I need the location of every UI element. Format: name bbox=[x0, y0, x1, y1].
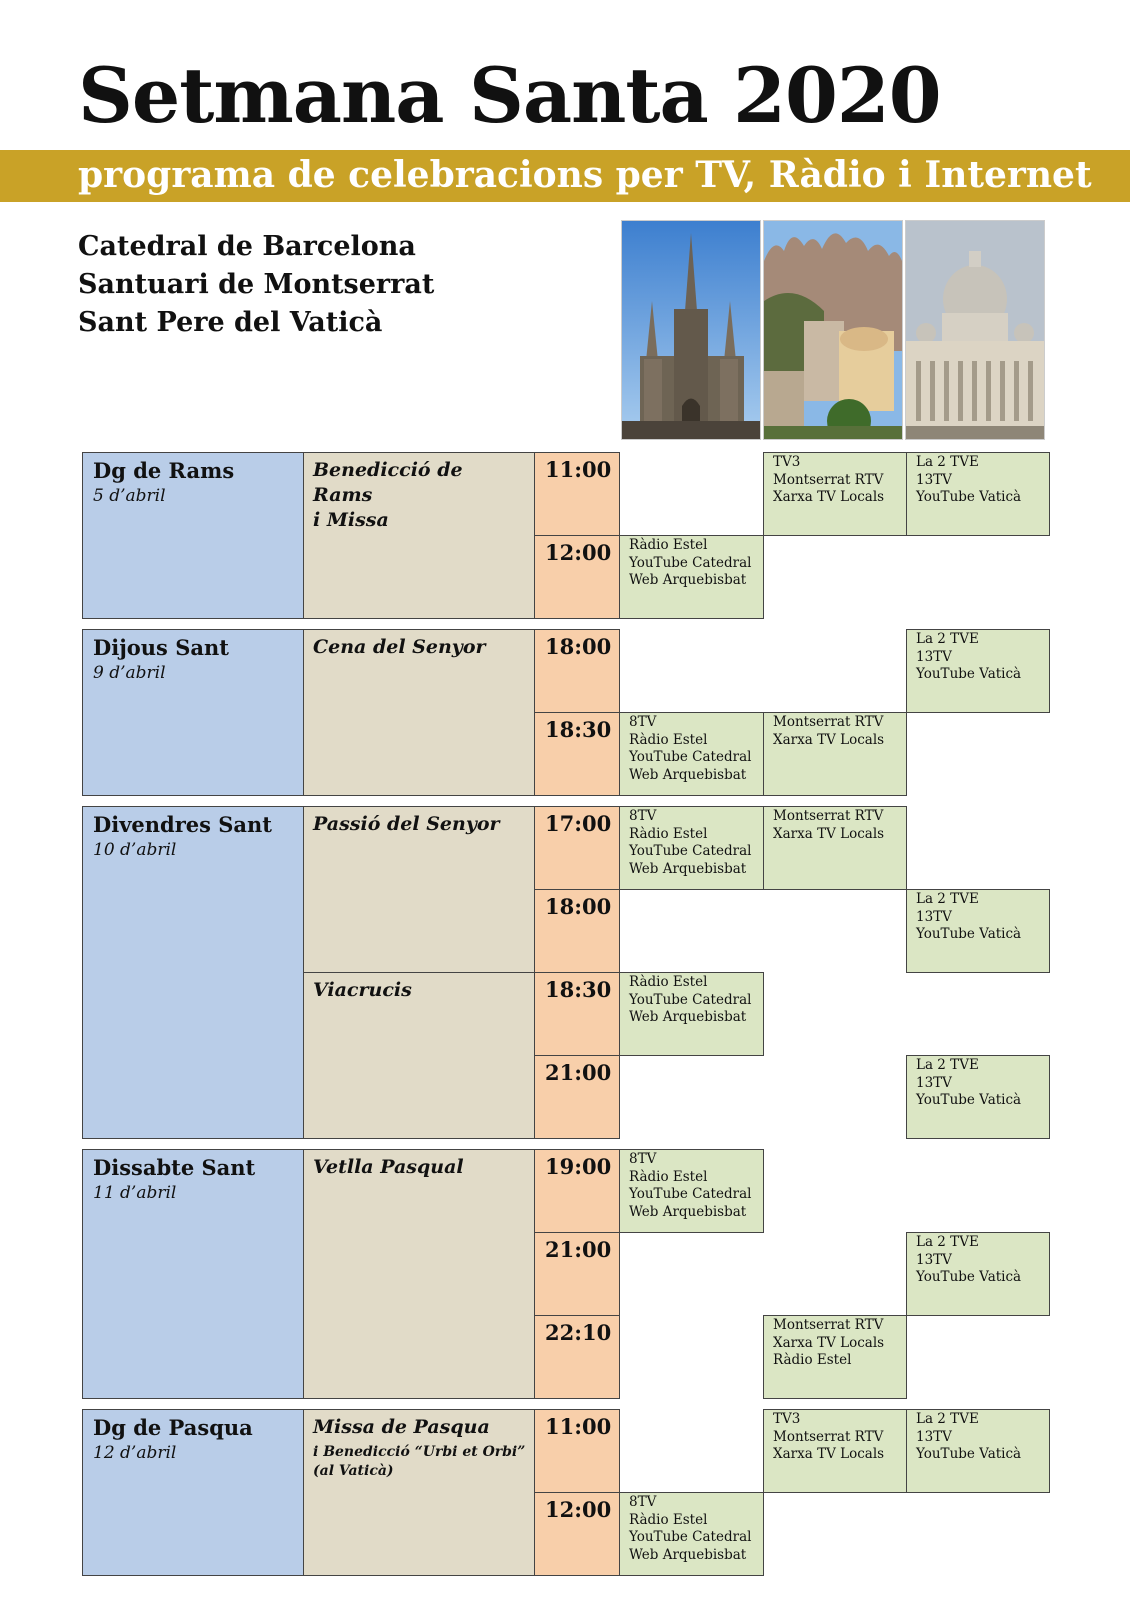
broadcast-channel: 8TV bbox=[629, 1494, 657, 1510]
broadcast-cell bbox=[906, 889, 1050, 973]
day-cell bbox=[82, 806, 304, 1139]
broadcast-channel: La 2 TVE bbox=[916, 1411, 979, 1427]
broadcast-channel: Web Arquebisbat bbox=[629, 1203, 747, 1220]
broadcast-channel: Web Arquebisbat bbox=[629, 1009, 747, 1025]
venue-list bbox=[78, 228, 434, 342]
celebration-cell bbox=[303, 1409, 535, 1576]
day-cell bbox=[82, 1409, 304, 1576]
broadcast-cell bbox=[763, 712, 907, 796]
venue-montserrat: Santuari de Montserrat bbox=[78, 269, 435, 300]
celebration-title: Missa de Pasqua bbox=[313, 1416, 490, 1438]
broadcast-channel: Web Arquebisbat bbox=[629, 1546, 747, 1563]
broadcast-channel: Xarxa TV Locals bbox=[773, 1446, 885, 1462]
venue-vatican: Sant Pere del Vaticà bbox=[78, 307, 383, 338]
day-cell bbox=[82, 452, 304, 619]
broadcast-channel: 8TV bbox=[629, 808, 657, 824]
time-cell: 19:00 bbox=[534, 1149, 620, 1233]
broadcast-channel: Ràdio Estel bbox=[773, 1352, 852, 1368]
celebration-title: Benedicció de Rams i Missa bbox=[313, 459, 463, 531]
broadcast-channel: YouTube Vaticà bbox=[916, 1269, 1022, 1285]
broadcast-channel: TV3 bbox=[773, 1411, 801, 1427]
broadcast-channel: Montserrat RTV bbox=[773, 1317, 884, 1333]
broadcast-cell bbox=[906, 629, 1050, 713]
time-cell: 18:00 bbox=[534, 629, 620, 713]
broadcast-cell bbox=[906, 1232, 1050, 1316]
broadcast-cell bbox=[906, 1409, 1050, 1493]
broadcast-channel: Ràdio Estel bbox=[629, 825, 708, 842]
time-cell: 12:00 bbox=[534, 1492, 620, 1576]
day-date: 10 d’abril bbox=[93, 840, 177, 860]
page-title: Setmana Santa 2020 bbox=[78, 51, 941, 140]
broadcast-cell bbox=[763, 1409, 907, 1493]
broadcast-channel: 13TV bbox=[916, 1428, 952, 1445]
day-date: 11 d’abril bbox=[93, 1183, 177, 1203]
broadcast-channel: 8TV bbox=[629, 714, 657, 730]
day-date: 5 d’abril bbox=[93, 486, 166, 506]
broadcast-channel: 13TV bbox=[916, 648, 952, 665]
broadcast-cell bbox=[906, 452, 1050, 536]
celebration-cell bbox=[303, 1149, 535, 1399]
broadcast-channel: La 2 TVE bbox=[916, 454, 979, 470]
broadcast-channel: La 2 TVE bbox=[916, 1234, 979, 1250]
day-cell bbox=[82, 629, 304, 796]
vatican-photo bbox=[905, 220, 1045, 440]
day-name: Divendres Sant bbox=[93, 812, 273, 837]
broadcast-channel: 13TV bbox=[916, 1074, 952, 1091]
time-cell: 12:00 bbox=[534, 535, 620, 619]
broadcast-channel: Montserrat RTV bbox=[773, 471, 884, 488]
broadcast-channel: YouTube Catedral bbox=[629, 749, 752, 765]
broadcast-channel: YouTube Catedral bbox=[629, 991, 752, 1008]
time-cell: 21:00 bbox=[534, 1232, 620, 1316]
broadcast-channel: Ràdio Estel bbox=[629, 731, 708, 748]
day-cell bbox=[82, 1149, 304, 1399]
broadcast-channel: Ràdio Estel bbox=[629, 1511, 708, 1528]
broadcast-channel: 8TV bbox=[629, 1151, 657, 1167]
time-cell: 18:00 bbox=[534, 889, 620, 973]
broadcast-channel: Web Arquebisbat bbox=[629, 572, 747, 588]
celebration-cell bbox=[303, 806, 535, 973]
broadcast-channel: Montserrat RTV bbox=[773, 808, 884, 824]
broadcast-cell bbox=[619, 1492, 764, 1576]
broadcast-channel: YouTube Vaticà bbox=[916, 926, 1022, 942]
broadcast-cell bbox=[763, 1315, 907, 1399]
celebration-cell bbox=[303, 629, 535, 796]
broadcast-channel: Ràdio Estel bbox=[629, 974, 708, 990]
time-cell: 17:00 bbox=[534, 806, 620, 890]
broadcast-channel: YouTube Catedral bbox=[629, 1529, 752, 1545]
celebration-title: Viacrucis bbox=[313, 979, 412, 1001]
day-date: 9 d’abril bbox=[93, 663, 166, 683]
broadcast-channel: YouTube Vaticà bbox=[916, 489, 1022, 505]
broadcast-cell bbox=[619, 806, 764, 890]
broadcast-channel: YouTube Vaticà bbox=[916, 1092, 1022, 1108]
day-name: Dijous Sant bbox=[93, 635, 229, 660]
celebration-cell bbox=[303, 972, 535, 1139]
broadcast-channel: Montserrat RTV bbox=[773, 1428, 884, 1445]
broadcast-channel: 13TV bbox=[916, 471, 952, 488]
day-name: Dg de Pasqua bbox=[93, 1415, 253, 1440]
time-cell: 22:10 bbox=[534, 1315, 620, 1399]
broadcast-channel: YouTube Vaticà bbox=[916, 1446, 1022, 1462]
broadcast-cell bbox=[619, 972, 764, 1056]
broadcast-channel: Xarxa TV Locals bbox=[773, 825, 885, 842]
broadcast-channel: Web Arquebisbat bbox=[629, 766, 747, 783]
venue-cathedral: Catedral de Barcelona bbox=[78, 231, 416, 262]
broadcast-channel: La 2 TVE bbox=[916, 1057, 979, 1073]
celebration-title: Passió del Senyor bbox=[313, 813, 500, 835]
day-name: Dg de Rams bbox=[93, 458, 235, 483]
broadcast-channel: TV3 bbox=[773, 454, 801, 470]
time-cell: 11:00 bbox=[534, 452, 620, 536]
broadcast-cell bbox=[906, 1055, 1050, 1139]
broadcast-channel: Xarxa TV Locals bbox=[773, 1334, 885, 1351]
broadcast-channel: YouTube Catedral bbox=[629, 843, 752, 859]
broadcast-channel: Ràdio Estel bbox=[629, 1168, 708, 1185]
time-cell: 18:30 bbox=[534, 972, 620, 1056]
day-name: Dissabte Sant bbox=[93, 1155, 256, 1180]
broadcast-channel: YouTube Catedral bbox=[629, 554, 752, 571]
broadcast-channel: 13TV bbox=[916, 1251, 952, 1268]
broadcast-channel: La 2 TVE bbox=[916, 631, 979, 647]
montserrat-photo bbox=[763, 220, 903, 440]
broadcast-cell bbox=[619, 1149, 764, 1233]
page-subtitle: programa de celebracions per TV, Ràdio i Internet bbox=[78, 154, 1092, 196]
celebration-subtitle: i Benedicció “Urbi et Orbi” (al Vaticà) bbox=[313, 1444, 526, 1479]
cathedral-photo bbox=[621, 220, 761, 440]
broadcast-channel: Xarxa TV Locals bbox=[773, 489, 885, 505]
day-date: 12 d’abril bbox=[93, 1443, 177, 1463]
broadcast-channel: Ràdio Estel bbox=[629, 537, 708, 553]
broadcast-channel: 13TV bbox=[916, 908, 952, 925]
time-cell: 21:00 bbox=[534, 1055, 620, 1139]
broadcast-channel: YouTube Catedral bbox=[629, 1186, 752, 1202]
celebration-title: Vetlla Pasqual bbox=[313, 1156, 464, 1178]
broadcast-channel: Web Arquebisbat bbox=[629, 860, 747, 877]
broadcast-cell bbox=[763, 452, 907, 536]
broadcast-cell bbox=[619, 535, 764, 619]
celebration-title: Cena del Senyor bbox=[313, 636, 486, 658]
subtitle-band bbox=[0, 150, 1130, 202]
broadcast-channel: Montserrat RTV bbox=[773, 714, 884, 730]
time-cell: 18:30 bbox=[534, 712, 620, 796]
broadcast-cell bbox=[763, 806, 907, 890]
broadcast-channel: Xarxa TV Locals bbox=[773, 731, 885, 748]
broadcast-channel: YouTube Vaticà bbox=[916, 666, 1022, 682]
celebration-cell bbox=[303, 452, 535, 619]
time-cell: 11:00 bbox=[534, 1409, 620, 1493]
broadcast-channel: La 2 TVE bbox=[916, 891, 979, 907]
broadcast-cell bbox=[619, 712, 764, 796]
